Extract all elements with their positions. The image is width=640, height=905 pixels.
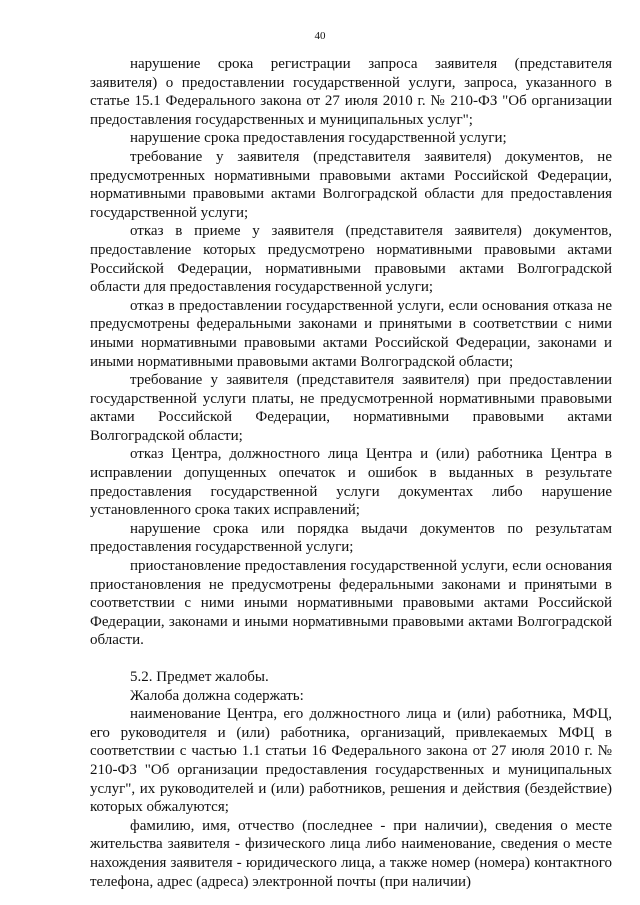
document-body (90, 55, 612, 891)
paragraph: нарушение срока предоставления государственной услуги; (130, 130, 507, 147)
paragraph: фамилию, имя, отчество (последнее - при наличии), сведения о месте жительства заявителя - физического лица либо наименование, сведения о месте нахождения заявителя - юридического лица, а также номер (номера) контактного телефона, адрес (адреса) электронной почты (при наличии) (90, 817, 612, 890)
paragraph: отказ в приеме у заявителя (представителя заявителя) документов, предоставление которых предусмотрено нормативными правовыми актами Российской Федерации, нормативными правовыми актами Волгоградской области для предоставления государственной услуги; (90, 223, 612, 296)
paragraph: отказ в предоставлении государственной услуги, если основания отказа не предусмотрены федеральными законами и принятыми в соответствии с ними иными нормативными правовыми актами Российской Федерации, законами и иными нормативными правовыми актами Волгоградской области; (90, 297, 612, 370)
paragraph: нарушение срока или порядка выдачи документов по результатам предоставления государственной услуги; (90, 520, 612, 556)
section-heading: 5.2. Предмет жалобы. (130, 669, 269, 685)
paragraph: Жалоба должна содержать: (130, 687, 304, 704)
paragraph: требование у заявителя (представителя заявителя) при предоставлении государственной услуги платы, не предусмотренной нормативными правовыми актами Российской Федерации, нормативными правовыми актами Волгоградской области; (90, 372, 612, 444)
paragraph: отказ Центра, должностного лица Центра и (или) работника Центра в исправлении допущенных опечаток и ошибок в выданных в результате предоставления государственной услуги документах либо нарушение установленного срока таких исправлений; (90, 446, 612, 519)
paragraph: приостановление предоставления государственной услуги, если основания приостановления не предусмотрены федеральными законами и принятыми в соответствии с ними иными нормативными правовыми актами Российской Федерации, законами и иными нормативными правовыми актами Волгоградской области. (90, 558, 612, 649)
paragraph: требование у заявителя (представителя заявителя) документов, не предусмотренных нормативными правовыми актами Российской Федерации, нормативными правовыми актами Волгоградской области для предоставления государственной услуги; (90, 148, 612, 221)
page-number: 40 (314, 30, 326, 42)
paragraph: наименование Центра, его должностного лица и (или) работника, МФЦ, его руководителя и (или) работника, организаций, привлекаемых МФЦ в соответствии с частью 1.1 статьи 16 Федерального закона от 27 июля 2010 г. № 210-ФЗ "Об организации предоставления государственных и муниципальных услуг", их руководителей и (или) работников, решения и действия (бездействие) которых обжалуются; (90, 706, 612, 816)
paragraph: нарушение срока регистрации запроса заявителя (представителя заявителя) о предоставлении государственной услуги, запроса, указанного в статье 15.1 Федерального закона от 27 июля 2010 г. № 210-ФЗ "Об организации предоставления государственных и муниципальных услуг"; (90, 56, 612, 128)
